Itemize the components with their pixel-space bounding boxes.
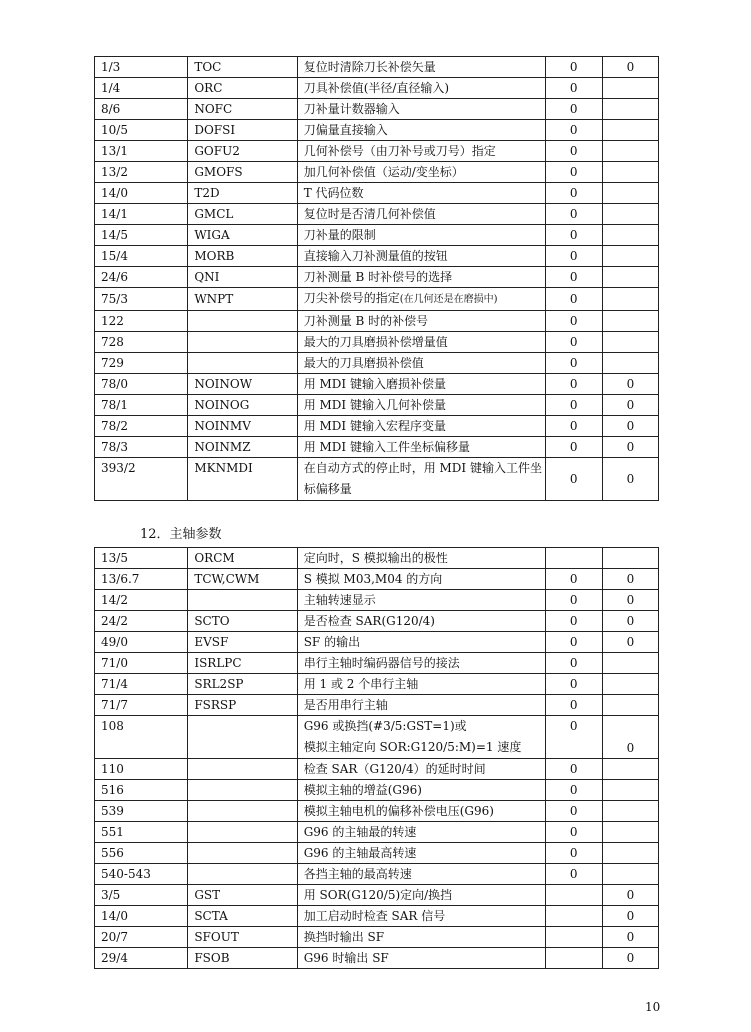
value-col-b-cell: 0 [602,374,658,395]
param-symbol-cell: SRL2SP [188,674,297,695]
value-col-a-cell: 0 [545,759,602,780]
param-symbol-cell: FSOB [188,948,297,969]
param-description-cell [297,374,545,395]
table-row [95,141,659,162]
param-number-cell: 1/3 [95,57,188,78]
param-symbol-cell: NOINMZ [188,437,297,458]
param-description-cell [297,288,545,311]
param-description-cell [297,801,545,822]
table-row [95,548,659,569]
value-col-a-cell [545,885,602,906]
param-description-cell [297,695,545,716]
description-text: 用 MDI 键输入磨损补偿量 [303,377,446,391]
param-symbol-cell: MORB [188,246,297,267]
param-number-cell: 8/6 [95,99,188,120]
param-symbol-cell [188,353,297,374]
param-symbol-cell [188,332,297,353]
value-col-a-cell: 0 [545,801,602,822]
description-text: 刀补量的限制 [303,228,376,242]
value-col-b-cell [602,78,658,99]
value-col-b-cell [602,311,658,332]
tool-offset-parameter-table [94,56,659,501]
param-symbol-cell: NOINOG [188,395,297,416]
table-row [95,948,659,969]
param-symbol-cell: WIGA [188,225,297,246]
value-col-a-cell: 0 [545,437,602,458]
value-col-a-cell: 0 [545,332,602,353]
table-row [95,183,659,204]
param-number-cell: 14/2 [95,590,188,611]
param-symbol-cell: ISRLPC [188,653,297,674]
param-symbol-cell: GST [188,885,297,906]
param-number-cell: 13/1 [95,141,188,162]
table-row [95,927,659,948]
param-description-cell [297,311,545,332]
param-number-cell: 15/4 [95,246,188,267]
table-row [95,801,659,822]
value-col-a-cell: 0 [545,120,602,141]
value-col-a-cell: 0 [545,590,602,611]
table-row [95,885,659,906]
table-row [95,906,659,927]
value-col-a-cell: 0 [545,716,602,759]
table-row [95,780,659,801]
table-row [95,653,659,674]
param-number-cell: 71/0 [95,653,188,674]
value-col-a-cell: 0 [545,374,602,395]
param-description-cell [297,353,545,374]
description-text: 用 MDI 键输入工件坐标偏移量 [303,440,470,454]
value-col-b-cell [602,822,658,843]
table-row [95,204,659,225]
value-col-a-cell: 0 [545,162,602,183]
param-symbol-cell: SCTA [188,906,297,927]
value-col-b-cell: 0 [602,395,658,416]
value-col-b-cell: 0 [602,885,658,906]
param-symbol-cell: SFOUT [188,927,297,948]
description-text: 换挡时输出 SF [303,930,385,944]
description-text: 刀补测量 B 时补偿号的选择 [303,270,453,284]
value-col-a-cell: 0 [545,141,602,162]
param-description-cell [297,632,545,653]
value-col-a-cell: 0 [545,864,602,885]
param-number-cell: 551 [95,822,188,843]
value-col-a-cell: 0 [545,204,602,225]
param-description-cell [297,590,545,611]
value-col-a-cell [545,906,602,927]
value-col-a-cell: 0 [545,632,602,653]
param-description-cell [297,332,545,353]
description-text: 主轴转速显示 [303,593,376,607]
value-col-b-cell: 0 [602,458,658,501]
value-col-b-cell [602,780,658,801]
description-text: 加工启动时检查 SAR 信号 [303,909,446,923]
param-number-cell: 13/6.7 [95,569,188,590]
value-col-b-cell: 0 [602,927,658,948]
description-text: 用 SOR(G120/5)定向/换挡 [303,888,453,902]
table-row [95,78,659,99]
param-description-cell [297,674,545,695]
value-col-a-cell: 0 [545,416,602,437]
value-col-b-cell [602,267,658,288]
value-col-b-cell: 0 [602,437,658,458]
table-row [95,569,659,590]
param-symbol-cell [188,716,297,759]
param-symbol-cell: EVSF [188,632,297,653]
value-col-a-cell: 0 [545,674,602,695]
param-symbol-cell: NOINOW [188,374,297,395]
param-number-cell: 20/7 [95,927,188,948]
param-number-cell: 14/0 [95,906,188,927]
description-text: G96 的主轴最高转速 [303,846,417,860]
param-number-cell: 71/7 [95,695,188,716]
param-description-cell [297,395,545,416]
param-description-cell [297,183,545,204]
param-description-cell [297,822,545,843]
param-number-cell: 556 [95,843,188,864]
description-text: 模拟主轴的增益(G96) [303,783,422,797]
param-description-cell [297,141,545,162]
value-col-b-cell [602,695,658,716]
description-text: 在自动方式的停止时，用 MDI 键输入工件坐标偏移量 [303,461,542,496]
param-number-cell: 75/3 [95,288,188,311]
param-description-cell [297,885,545,906]
table-row [95,695,659,716]
description-text: 是否检查 SAR(G120/4) [303,614,435,628]
param-description-cell [297,780,545,801]
param-number-cell: 71/4 [95,674,188,695]
spindle-parameter-table [94,547,659,969]
table-row [95,395,659,416]
table-row [95,225,659,246]
description-text: 最大的刀具磨损补偿增量值 [303,335,448,349]
table-row [95,353,659,374]
value-col-a-cell: 0 [545,458,602,501]
param-number-cell: 24/2 [95,611,188,632]
param-symbol-cell: TOC [188,57,297,78]
description-text: 用 MDI 键输入几何补偿量 [303,398,446,412]
value-col-a-cell: 0 [545,695,602,716]
value-col-a-cell: 0 [545,395,602,416]
table-row [95,759,659,780]
table-row [95,267,659,288]
table-row [95,162,659,183]
param-symbol-cell: FSRSP [188,695,297,716]
description-note: (在几何还是在磨损中) [399,294,498,305]
param-symbol-cell [188,759,297,780]
param-description-cell [297,548,545,569]
param-description-cell [297,759,545,780]
param-description-cell [297,225,545,246]
param-symbol-cell [188,590,297,611]
param-number-cell: 393/2 [95,458,188,501]
value-col-a-cell: 0 [545,99,602,120]
param-description-cell [297,246,545,267]
value-col-a-cell: 0 [545,780,602,801]
table-row [95,632,659,653]
value-col-b-cell: 0 [602,716,658,759]
value-col-a-cell: 0 [545,653,602,674]
table-row [95,716,659,759]
description-text: 刀补测量 B 时的补偿号 [303,314,429,328]
description-text: 复位时是否清几何补偿值 [303,207,436,221]
section-title-spindle-parameters: 12．主轴参数 [140,527,222,542]
param-description-cell [297,162,545,183]
param-symbol-cell: QNI [188,267,297,288]
table-row [95,437,659,458]
value-col-b-cell [602,141,658,162]
param-description-cell [297,458,545,501]
param-symbol-cell [188,311,297,332]
description-text: G96 或换挡(#3/5:GST=1)或 [303,719,467,733]
value-col-a-cell [545,948,602,969]
param-symbol-cell: MKNMDI [188,458,297,501]
param-description-cell [297,716,545,759]
param-symbol-cell: NOFC [188,99,297,120]
table-row [95,311,659,332]
value-col-a-cell: 0 [545,569,602,590]
param-description-cell [297,57,545,78]
value-col-b-cell: 0 [602,569,658,590]
value-col-b-cell: 0 [602,632,658,653]
value-col-b-cell [602,99,658,120]
value-col-a-cell: 0 [545,225,602,246]
param-number-cell: 13/2 [95,162,188,183]
param-symbol-cell: DOFSI [188,120,297,141]
table2-body [95,548,659,969]
param-number-cell: 78/1 [95,395,188,416]
description-text: 用 1 或 2 个串行主轴 [303,677,419,691]
param-description-cell [297,437,545,458]
value-col-a-cell: 0 [545,288,602,311]
value-col-a-cell [545,548,602,569]
value-col-b-cell [602,162,658,183]
value-col-b-cell: 0 [602,906,658,927]
value-col-b-cell [602,332,658,353]
param-symbol-cell [188,864,297,885]
description-text: G96 时输出 SF [303,951,389,965]
param-number-cell: 49/0 [95,632,188,653]
table-row [95,416,659,437]
param-symbol-cell [188,801,297,822]
param-symbol-cell: WNPT [188,288,297,311]
param-description-cell [297,569,545,590]
value-col-b-cell [602,204,658,225]
value-col-b-cell [602,183,658,204]
param-description-cell [297,927,545,948]
param-number-cell: 14/1 [95,204,188,225]
param-description-cell [297,204,545,225]
table-row [95,99,659,120]
description-text: 刀尖补偿号的指定 [303,291,400,305]
value-col-a-cell: 0 [545,78,602,99]
param-symbol-cell: T2D [188,183,297,204]
value-col-a-cell: 0 [545,611,602,632]
description-text: SF 的输出 [303,635,361,649]
value-col-a-cell: 0 [545,353,602,374]
param-symbol-cell: TCW,CWM [188,569,297,590]
description-text: T 代码位数 [303,186,364,200]
value-col-b-cell: 0 [602,57,658,78]
table-row [95,822,659,843]
table-row [95,246,659,267]
description-text-line2: 模拟主轴定向 SOR:G120/5:M)=1 速度 [303,740,522,754]
description-text: 直接输入刀补测量值的按钮 [303,249,448,263]
param-number-cell: 3/5 [95,885,188,906]
value-col-b-cell: 0 [602,590,658,611]
description-text: 检查 SAR（G120/4）的延时时间 [303,762,486,776]
table-row [95,288,659,311]
param-symbol-cell: GOFU2 [188,141,297,162]
value-col-b-cell [602,120,658,141]
value-col-a-cell: 0 [545,822,602,843]
param-number-cell: 14/5 [95,225,188,246]
value-col-b-cell: 0 [602,948,658,969]
table1-body [95,57,659,501]
param-number-cell: 13/5 [95,548,188,569]
param-description-cell [297,611,545,632]
description-text: 模拟主轴电机的偏移补偿电压(G96) [303,804,494,818]
description-text: 加几何补偿值（运动/变坐标） [303,165,464,179]
param-number-cell: 122 [95,311,188,332]
value-col-b-cell [602,548,658,569]
description-text: 复位时清除刀长补偿矢量 [303,60,436,74]
param-number-cell: 10/5 [95,120,188,141]
description-text: 刀偏量直接输入 [303,123,388,137]
param-description-cell [297,267,545,288]
table-row [95,590,659,611]
param-symbol-cell: GMOFS [188,162,297,183]
param-number-cell: 540-543 [95,864,188,885]
page-number: 10 [645,1000,661,1014]
table-row [95,674,659,695]
param-description-cell [297,416,545,437]
param-description-cell [297,99,545,120]
param-symbol-cell: ORCM [188,548,297,569]
description-text: 几何补偿号（由刀补号或刀号）指定 [303,144,496,158]
value-col-a-cell: 0 [545,57,602,78]
value-col-b-cell [602,864,658,885]
description-text: 刀具补偿值(半径/直径输入) [303,81,450,95]
description-text: 是否用串行主轴 [303,698,388,712]
param-description-cell [297,948,545,969]
value-col-b-cell [602,246,658,267]
description-text: 用 MDI 键输入宏程序变量 [303,419,446,433]
value-col-a-cell: 0 [545,843,602,864]
param-description-cell [297,864,545,885]
param-number-cell: 108 [95,716,188,759]
description-text: S 模拟 M03,M04 的方向 [303,572,443,586]
param-description-cell [297,120,545,141]
param-number-cell: 110 [95,759,188,780]
param-number-cell: 24/6 [95,267,188,288]
table-row [95,843,659,864]
param-number-cell: 539 [95,801,188,822]
description-text: 串行主轴时编码器信号的接法 [303,656,460,670]
table-row [95,332,659,353]
param-number-cell: 78/0 [95,374,188,395]
description-text: 定向时，S 模拟输出的极性 [303,551,448,565]
description-text: 最大的刀具磨损补偿值 [303,356,424,370]
table-row [95,374,659,395]
value-col-b-cell: 0 [602,416,658,437]
param-symbol-cell: ORC [188,78,297,99]
value-col-b-cell [602,288,658,311]
value-col-a-cell [545,927,602,948]
value-col-b-cell [602,674,658,695]
table-row [95,458,659,501]
value-col-b-cell [602,801,658,822]
param-number-cell: 14/0 [95,183,188,204]
value-col-a-cell: 0 [545,311,602,332]
param-number-cell: 1/4 [95,78,188,99]
value-col-b-cell [602,225,658,246]
param-number-cell: 78/2 [95,416,188,437]
description-text: 各挡主轴的最高转速 [303,867,412,881]
value-col-b-cell: 0 [602,611,658,632]
table-row [95,864,659,885]
value-col-b-cell [602,653,658,674]
value-col-b-cell [602,353,658,374]
param-symbol-cell: GMCL [188,204,297,225]
param-description-cell [297,906,545,927]
param-number-cell: 516 [95,780,188,801]
param-number-cell: 78/3 [95,437,188,458]
table-row [95,611,659,632]
table-row [95,120,659,141]
description-text: 刀补量计数器输入 [303,102,400,116]
param-description-cell [297,653,545,674]
value-col-b-cell [602,759,658,780]
param-description-cell [297,843,545,864]
table-row [95,57,659,78]
param-symbol-cell [188,822,297,843]
param-symbol-cell [188,780,297,801]
description-text: G96 的主轴最的转速 [303,825,417,839]
param-number-cell: 728 [95,332,188,353]
value-col-a-cell: 0 [545,246,602,267]
param-number-cell: 29/4 [95,948,188,969]
value-col-a-cell: 0 [545,267,602,288]
param-number-cell: 729 [95,353,188,374]
param-symbol-cell: SCTO [188,611,297,632]
param-symbol-cell [188,843,297,864]
value-col-b-cell [602,843,658,864]
param-symbol-cell: NOINMV [188,416,297,437]
value-col-a-cell: 0 [545,183,602,204]
param-description-cell [297,78,545,99]
